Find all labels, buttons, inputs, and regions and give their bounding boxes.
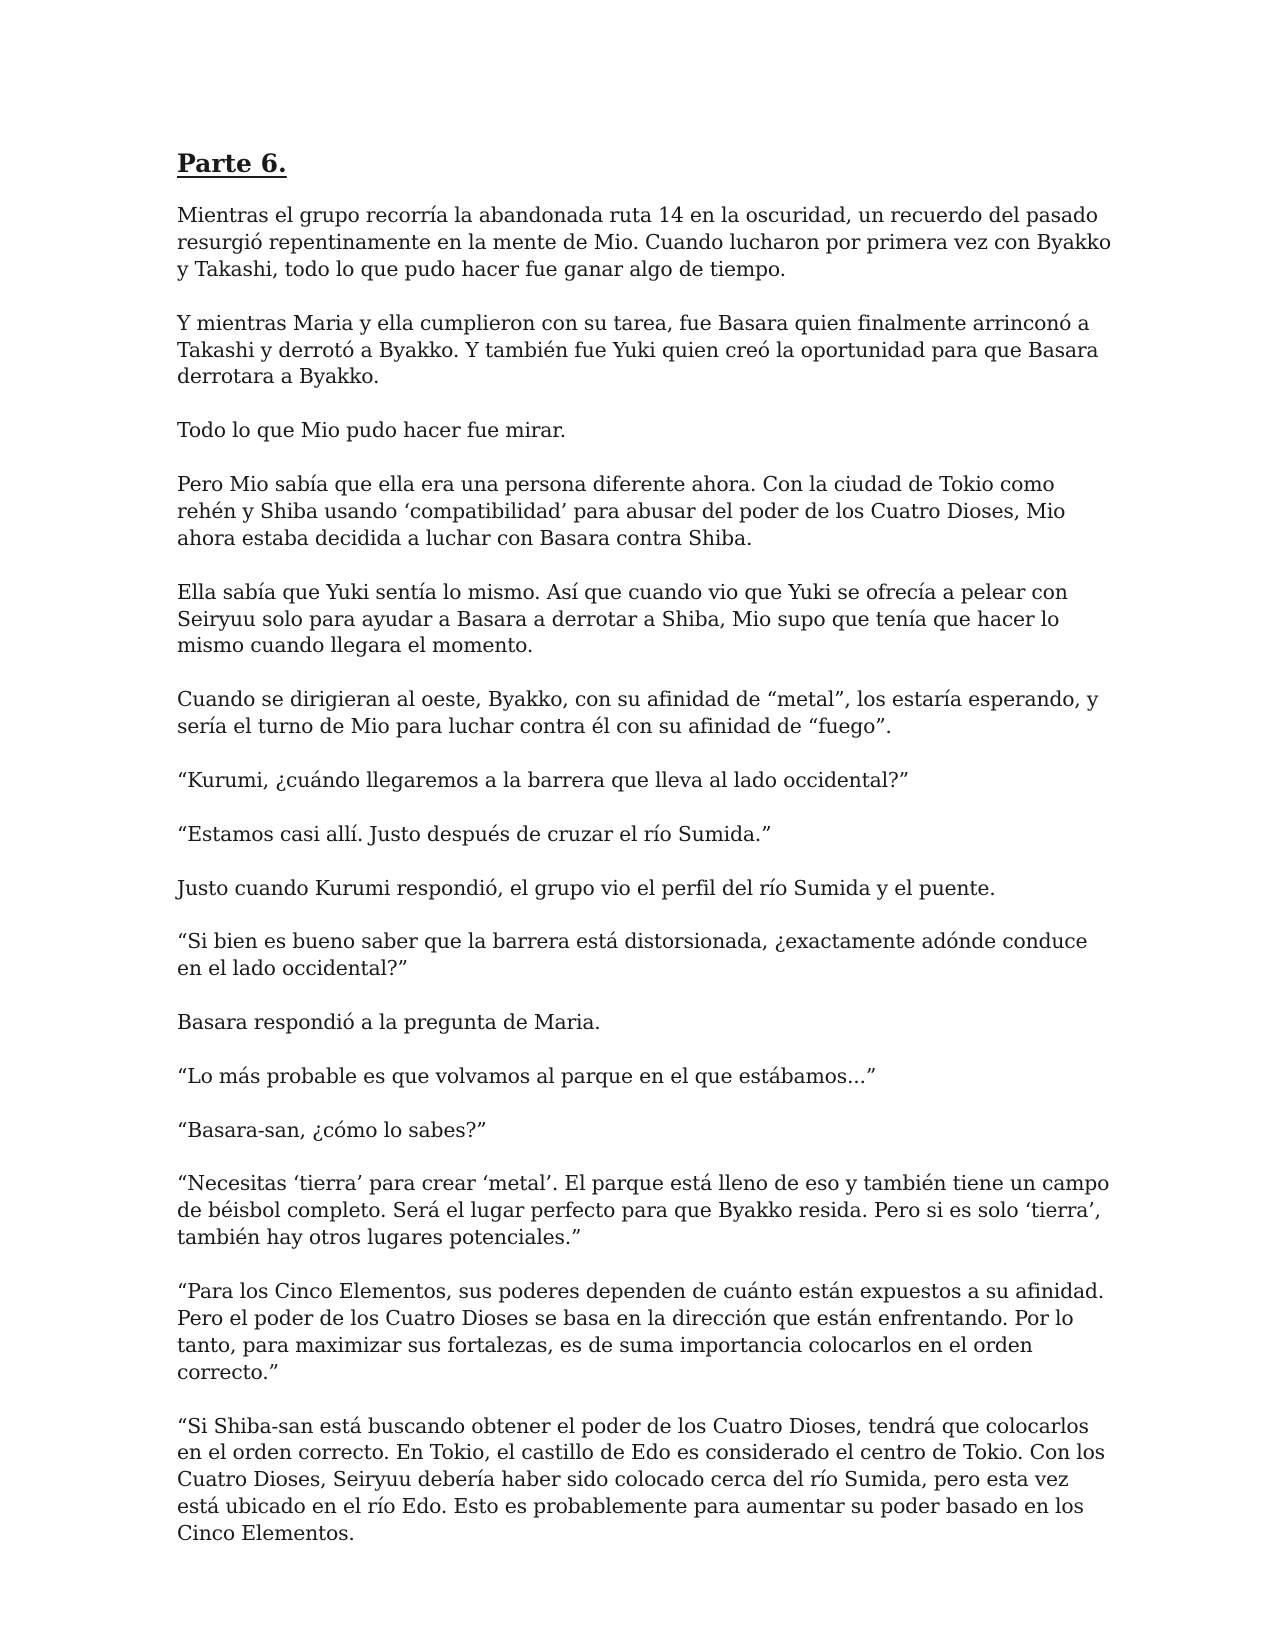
dialogue-paragraph: “Lo más probable es que volvamos al parque en el que estábamos...” [177,1063,877,1088]
paragraph: Cuando se dirigieran al oeste, Byakko, con su afinidad de “metal”, los estaría esperando, y sería el turno de Mio para luchar contra él con su afinidad de “fuego”. [177,687,1099,739]
paragraph: Pero Mio sabía que ella era una persona diferente ahora. Con la ciudad de Tokio como rehén y Shiba usando ‘compatibilidad’ para abusar del poder de los Cuatro Dioses, Mio ahora estaba decidida a luchar con Basara contra Shiba. [177,472,1066,550]
dialogue-paragraph: “Estamos casi allí. Justo después de cruzar el río Sumida.” [177,821,772,846]
document-body [177,202,1115,1547]
paragraph: Basara respondió a la pregunta de Maria. [177,1010,601,1035]
dialogue-paragraph: “Si bien es bueno saber que la barrera está distorsionada, ¿exactamente adónde conduce en el lado occidental?” [177,929,1088,981]
dialogue-paragraph: “Si Shiba-san está buscando obtener el poder de los Cuatro Dioses, tendrá que colocarlos en el orden correcto. En Tokio, el castillo de Edo es considerado el centro de Tokio. Con los Cuatro Dioses, Seiryuu debería haber sido colocado cerca del río Sumida, pero esta vez está ubicado en el río Edo. Esto es probablemente para aumentar su poder basado en los Cinco Elementos. [177,1413,1105,1546]
paragraph: Mientras el grupo recorría la abandonada ruta 14 en la oscuridad, un recuerdo del pasado resurgió repentinamente en la mente de Mio. Cuando lucharon por primera vez con Byakko y Takashi, todo lo que pudo hacer fue ganar algo de tiempo. [177,203,1111,281]
dialogue-paragraph: “Para los Cinco Elementos, sus poderes dependen de cuánto están expuestos a su afinidad. Pero el poder de los Cuatro Dioses se basa en la dirección que están enfrentando. Por lo tanto, para maximizar sus fortalezas, es de suma importancia colocarlos en el orden correcto.” [177,1279,1105,1384]
dialogue-paragraph: “Necesitas ‘tierra’ para crear ‘metal’. El parque está lleno de eso y también tiene un campo de béisbol completo. Será el lugar perfecto para que Byakko resida. Pero si es solo ‘tierra’, también hay otros lugares potenciales.” [177,1171,1110,1250]
paragraph: Y mientras Maria y ella cumplieron con su tarea, fue Basara quien finalmente arrinconó a Takashi y derrotó a Byakko. Y también fue Yuki quien creó la oportunidad para que Basara derrotara a Byakko. [177,310,1099,389]
paragraph: Justo cuando Kurumi respondió, el grupo vio el perfil del río Sumida y el puente. [177,875,996,900]
paragraph: Ella sabía que Yuki sentía lo mismo. Así que cuando vio que Yuki se ofrecía a pelear con Seiryuu solo para ayudar a Basara a derrotar a Shiba, Mio supo que tenía que hacer lo mismo cuando llegara el momento. [177,579,1068,658]
paragraph: Todo lo que Mio pudo hacer fue mirar. [177,418,566,443]
dialogue-paragraph: “Basara-san, ¿cómo lo sabes?” [177,1117,487,1142]
dialogue-paragraph: “Kurumi, ¿cuándo llegaremos a la barrera que lleva al lado occidental?” [177,767,909,792]
chapter-heading: Parte 6. [177,149,287,178]
